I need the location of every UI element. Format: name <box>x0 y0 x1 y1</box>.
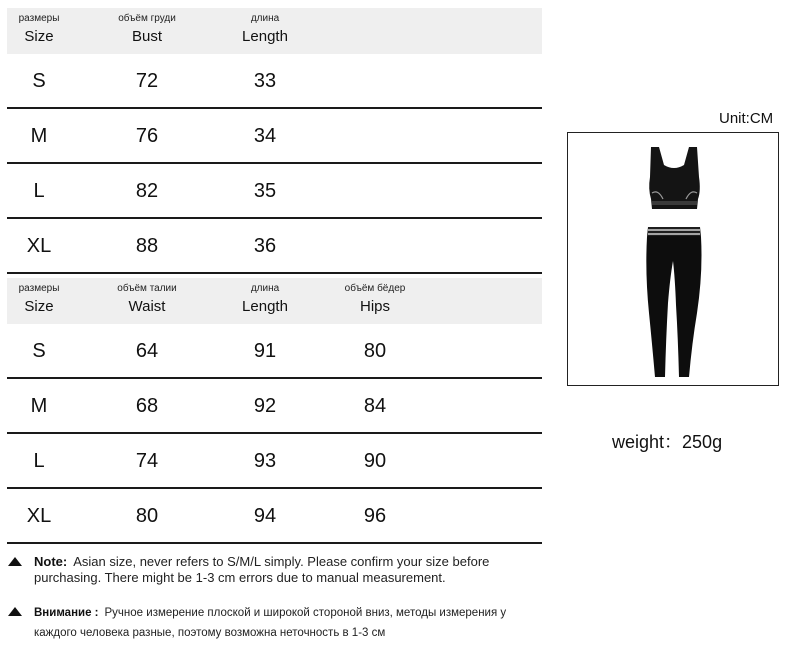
cell-length: 92 <box>253 395 277 417</box>
header-waist-ru: объём талии <box>117 283 177 294</box>
bottom-size-table <box>7 278 542 544</box>
cell-size: S <box>32 70 46 92</box>
cell-size: L <box>33 450 45 472</box>
header-length-en: Length <box>242 298 288 315</box>
cell-hips: 96 <box>363 505 387 527</box>
cell-size: M <box>30 125 48 147</box>
sportswear-set-icon <box>568 133 778 385</box>
table-row <box>7 164 542 219</box>
note-english <box>8 554 548 586</box>
table-row <box>7 219 542 274</box>
header-size <box>7 278 71 324</box>
leggings-icon <box>646 227 701 377</box>
cell-waist: 80 <box>135 505 159 527</box>
note-text: Ручное измерение плоской и широкой стороной вниз, методы измерения у каждого человека разные, поэтому возможна неточность в 1-3 см <box>34 607 507 639</box>
cell-length: 33 <box>253 70 277 92</box>
cell-size: M <box>30 395 48 417</box>
cell-hips: 84 <box>363 395 387 417</box>
cell-length: 36 <box>253 235 277 257</box>
weight-label: weight：250g <box>612 432 723 452</box>
cell-waist: 64 <box>135 340 159 362</box>
header-size-en: Size <box>24 28 54 45</box>
cell-bust: 82 <box>135 180 159 202</box>
top-size-table <box>7 8 542 274</box>
cell-bust: 76 <box>135 125 159 147</box>
header-size <box>7 8 71 54</box>
header-length-ru: длина <box>250 13 280 24</box>
bottom-table-header <box>7 278 542 324</box>
warning-triangle-icon <box>8 557 22 566</box>
cell-length: 91 <box>253 340 277 362</box>
header-size-en: Size <box>24 298 54 315</box>
cell-size: S <box>32 340 46 362</box>
note-label: Внимание : <box>34 607 99 619</box>
cell-size: XL <box>26 505 52 527</box>
header-bust <box>97 8 197 54</box>
cell-length: 93 <box>253 450 277 472</box>
header-bust-en: Bust <box>131 28 162 45</box>
header-bust-ru: объём груди <box>118 13 176 24</box>
cell-waist: 74 <box>135 450 159 472</box>
header-size-ru: размеры <box>18 283 60 294</box>
cell-waist: 68 <box>135 395 159 417</box>
sports-bra-icon <box>649 147 700 209</box>
cell-bust: 88 <box>135 235 159 257</box>
cell-bust: 72 <box>135 70 159 92</box>
note-russian <box>8 603 548 643</box>
cell-length: 94 <box>253 505 277 527</box>
header-waist-en: Waist <box>128 298 166 315</box>
top-table-header <box>7 8 542 54</box>
cell-size: L <box>33 180 45 202</box>
note-text: Asian size, never refers to S/M/L simply. Please confirm your size before purchasing. There might be 1-3 cm errors due to manual measurement. <box>34 554 490 585</box>
table-row <box>7 434 542 489</box>
product-image <box>567 132 779 386</box>
unit-label: Unit:CM <box>719 110 774 127</box>
table-row <box>7 379 542 434</box>
header-length-ru: длина <box>250 283 280 294</box>
table-row <box>7 54 542 109</box>
warning-triangle-icon <box>8 607 22 616</box>
table-row <box>7 324 542 379</box>
cell-length: 34 <box>253 125 277 147</box>
table-row <box>7 489 542 544</box>
table-row <box>7 109 542 164</box>
header-size-ru: размеры <box>18 13 60 24</box>
cell-hips: 80 <box>363 340 387 362</box>
cell-length: 35 <box>253 180 277 202</box>
cell-size: XL <box>26 235 52 257</box>
header-hips <box>325 278 425 324</box>
header-length <box>215 278 315 324</box>
note-label: Note: <box>34 554 68 569</box>
header-length-en: Length <box>242 28 288 45</box>
header-hips-ru: объём бёдер <box>344 283 406 294</box>
header-waist <box>97 278 197 324</box>
header-hips-en: Hips <box>359 298 390 315</box>
header-length <box>215 8 315 54</box>
cell-hips: 90 <box>363 450 387 472</box>
